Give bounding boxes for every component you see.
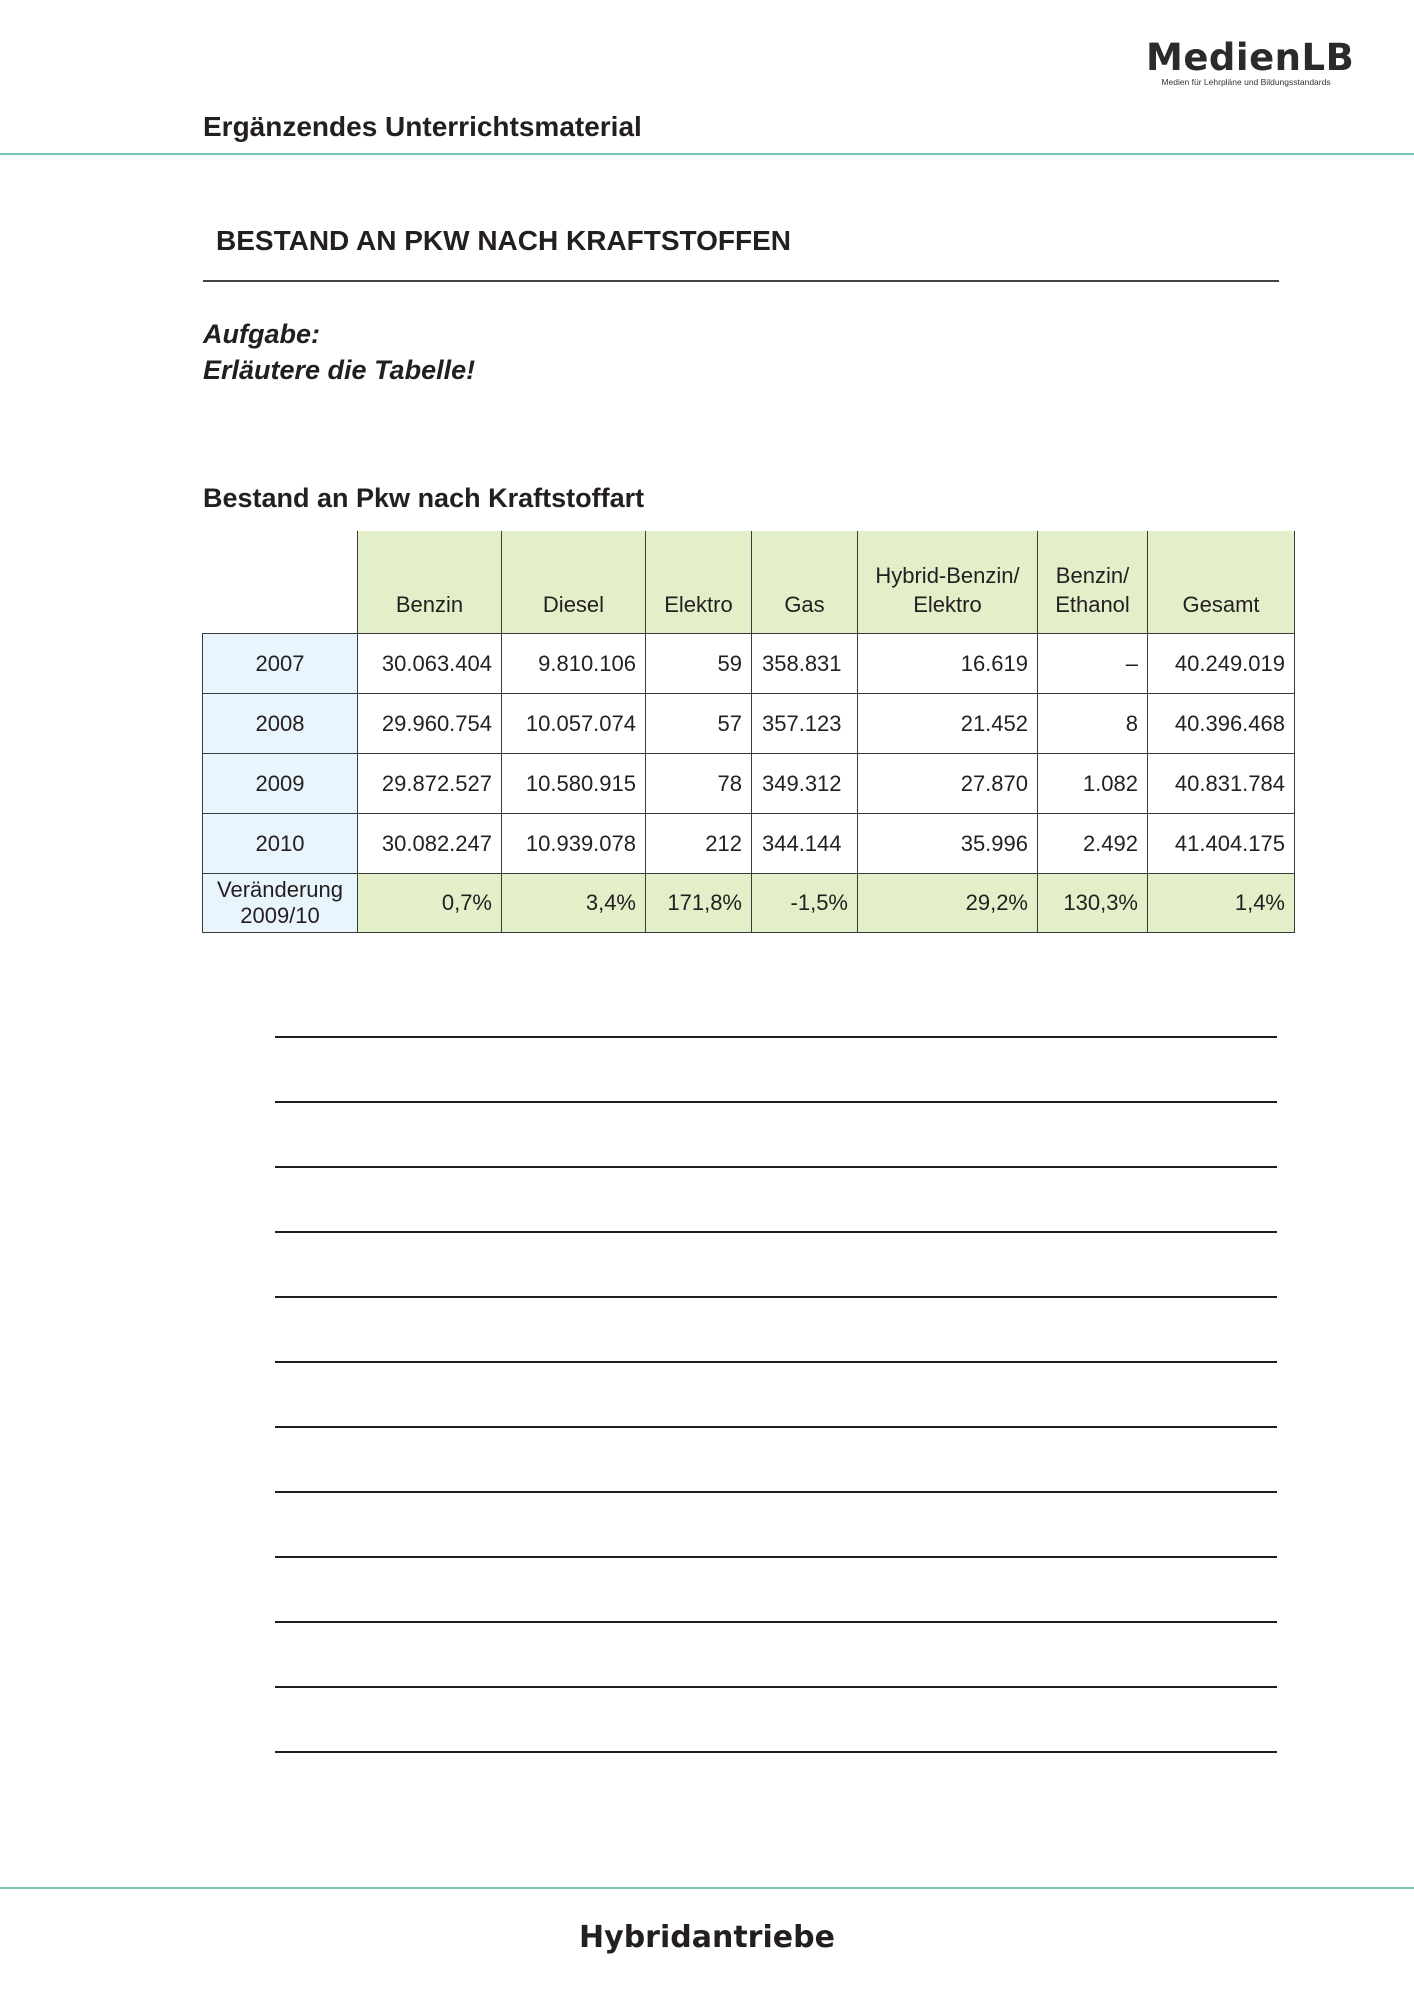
column-header: Elektro xyxy=(646,531,752,634)
value-cell: 10.057.074 xyxy=(502,694,646,754)
value-cell: 1.082 xyxy=(1038,754,1148,814)
value-cell: 57 xyxy=(646,694,752,754)
answer-line[interactable] xyxy=(275,1101,1277,1103)
change-cell: 130,3% xyxy=(1038,874,1148,933)
value-cell: 212 xyxy=(646,814,752,874)
change-cell: 29,2% xyxy=(858,874,1038,933)
change-label-cell: Veränderung 2009/10 xyxy=(203,874,358,933)
table-header-row xyxy=(203,531,1295,634)
logo-subtitle: Medien für Lehrpläne und Bildungsstandards xyxy=(1161,77,1331,87)
value-cell: 35.996 xyxy=(858,814,1038,874)
value-cell: 29.960.754 xyxy=(358,694,502,754)
answer-line[interactable] xyxy=(275,1491,1277,1493)
table-row xyxy=(203,754,1295,814)
value-cell: 358.831 xyxy=(752,634,858,694)
change-row xyxy=(203,874,1295,933)
value-cell: 9.810.106 xyxy=(502,634,646,694)
footer-divider xyxy=(0,1887,1414,1889)
table-row xyxy=(203,694,1295,754)
change-cell: 0,7% xyxy=(358,874,502,933)
value-cell: – xyxy=(1038,634,1148,694)
value-cell: 2.492 xyxy=(1038,814,1148,874)
publisher-logo xyxy=(1146,36,1355,87)
value-cell: 344.144 xyxy=(752,814,858,874)
answer-line[interactable] xyxy=(275,1296,1277,1298)
value-cell: 40.396.468 xyxy=(1148,694,1295,754)
value-cell: 40.831.784 xyxy=(1148,754,1295,814)
value-cell: 10.580.915 xyxy=(502,754,646,814)
column-header: Gas xyxy=(752,531,858,634)
answer-line[interactable] xyxy=(275,1231,1277,1233)
header-title: Ergänzendes Unterrichtsmaterial xyxy=(203,111,642,142)
column-header: Gesamt xyxy=(1148,531,1295,634)
answer-line[interactable] xyxy=(275,1166,1277,1168)
column-header: Diesel xyxy=(502,531,646,634)
table-row xyxy=(203,814,1295,874)
year-cell: 2010 xyxy=(203,814,358,874)
value-cell: 8 xyxy=(1038,694,1148,754)
header-corner xyxy=(203,531,358,634)
value-cell: 40.249.019 xyxy=(1148,634,1295,694)
task-text: Erläutere die Tabelle! xyxy=(203,355,476,385)
task-block xyxy=(203,316,475,388)
value-cell: 59 xyxy=(646,634,752,694)
column-header: Benzin xyxy=(358,531,502,634)
change-cell: -1,5% xyxy=(752,874,858,933)
fuel-type-table xyxy=(202,531,1295,933)
page-title: BESTAND AN PKW NACH KRAFTSTOFFEN xyxy=(216,225,792,256)
task-label: Aufgabe: xyxy=(203,319,320,349)
answer-line[interactable] xyxy=(275,1751,1277,1753)
value-cell: 357.123 xyxy=(752,694,858,754)
answer-line[interactable] xyxy=(275,1686,1277,1688)
value-cell: 30.082.247 xyxy=(358,814,502,874)
value-cell: 27.870 xyxy=(858,754,1038,814)
year-cell: 2009 xyxy=(203,754,358,814)
value-cell: 78 xyxy=(646,754,752,814)
answer-line[interactable] xyxy=(275,1621,1277,1623)
header-divider xyxy=(0,153,1414,155)
answer-line[interactable] xyxy=(275,1036,1277,1038)
answer-line[interactable] xyxy=(275,1556,1277,1558)
value-cell: 30.063.404 xyxy=(358,634,502,694)
table-caption: Bestand an Pkw nach Kraftstoffart xyxy=(203,483,645,513)
answer-line[interactable] xyxy=(275,1361,1277,1363)
footer-title: Hybridantriebe xyxy=(579,1920,835,1955)
table-row xyxy=(203,634,1295,694)
value-cell: 10.939.078 xyxy=(502,814,646,874)
value-cell: 349.312 xyxy=(752,754,858,814)
change-cell: 1,4% xyxy=(1148,874,1295,933)
change-cell: 171,8% xyxy=(646,874,752,933)
column-header: Hybrid-Benzin/ Elektro xyxy=(858,531,1038,634)
value-cell: 21.452 xyxy=(858,694,1038,754)
year-cell: 2008 xyxy=(203,694,358,754)
change-cell: 3,4% xyxy=(502,874,646,933)
column-header: Benzin/ Ethanol xyxy=(1038,531,1148,634)
value-cell: 29.872.527 xyxy=(358,754,502,814)
value-cell: 41.404.175 xyxy=(1148,814,1295,874)
value-cell: 16.619 xyxy=(858,634,1038,694)
answer-line[interactable] xyxy=(275,1426,1277,1428)
title-underline xyxy=(203,280,1279,282)
year-cell: 2007 xyxy=(203,634,358,694)
logo-title: MedienLB xyxy=(1146,36,1355,79)
